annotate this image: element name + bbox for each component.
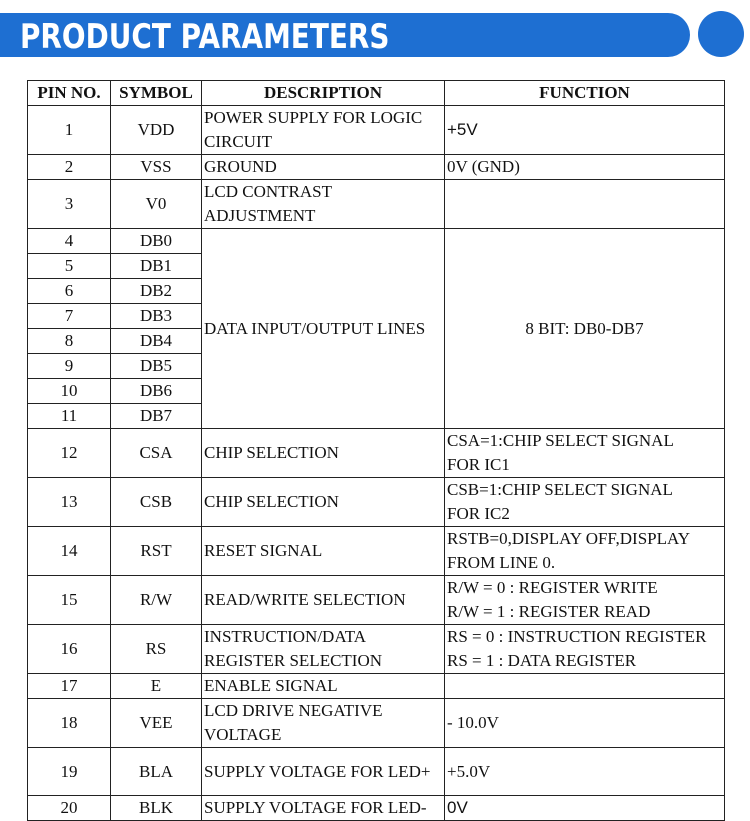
function-line: FOR IC1 [447,455,510,474]
function-line: CSB=1:CHIP SELECT SIGNAL [447,480,673,499]
pin-cell: 18 [28,699,111,748]
symbol-cell: CSB [111,478,202,527]
pin-cell: 8 [28,329,111,354]
pin-cell: 10 [28,379,111,404]
description-cell: READ/WRITE SELECTION [202,576,445,625]
function-line: RS = 1 : DATA REGISTER [447,651,637,670]
symbol-cell: DB4 [111,329,202,354]
symbol-cell: VDD [111,106,202,155]
page-title: PRODUCT PARAMETERS [20,17,390,57]
pin-cell: 20 [28,796,111,821]
table-row [28,429,725,478]
pin-cell: 11 [28,404,111,429]
header-dot [698,11,744,57]
symbol-cell: DB6 [111,379,202,404]
header-description: DESCRIPTION [202,81,445,106]
function-line: R/W = 0 : REGISTER WRITE [447,578,658,597]
function-cell [445,527,725,576]
pin-cell: 16 [28,625,111,674]
pin-cell: 12 [28,429,111,478]
symbol-cell: V0 [111,180,202,229]
symbol-cell: DB0 [111,229,202,254]
function-line: FOR IC2 [447,504,510,523]
description-cell: SUPPLY VOLTAGE FOR LED- [202,796,445,821]
header-banner [0,13,690,57]
function-line: CSA=1:CHIP SELECT SIGNAL [447,431,674,450]
pin-cell: 19 [28,748,111,796]
description-cell: DATA INPUT/OUTPUT LINES [202,229,445,429]
pin-cell: 9 [28,354,111,379]
table-row [28,180,725,229]
description-cell: POWER SUPPLY FOR LOGIC CIRCUIT [202,106,445,155]
symbol-cell: VSS [111,155,202,180]
header-pin-no: PIN NO. [28,81,111,106]
function-line: RSTB=0,DISPLAY OFF,DISPLAY [447,529,690,548]
function-cell: +5.0V [445,748,725,796]
table-row [28,625,725,674]
symbol-cell: DB5 [111,354,202,379]
symbol-cell: R/W [111,576,202,625]
table-row [28,527,725,576]
function-cell: 0V [445,796,725,821]
pin-cell: 1 [28,106,111,155]
function-cell: +5V [445,106,725,155]
description-cell: RESET SIGNAL [202,527,445,576]
table-row [28,674,725,699]
function-cell [445,180,725,229]
pin-cell: 13 [28,478,111,527]
symbol-cell: E [111,674,202,699]
function-cell [445,478,725,527]
symbol-cell: CSA [111,429,202,478]
description-cell: GROUND [202,155,445,180]
description-cell: SUPPLY VOLTAGE FOR LED+ [202,748,445,796]
table-row [28,576,725,625]
function-cell [445,674,725,699]
function-cell [445,625,725,674]
description-cell: INSTRUCTION/DATA REGISTER SELECTION [202,625,445,674]
function-cell [445,429,725,478]
pin-cell: 2 [28,155,111,180]
symbol-cell: BLA [111,748,202,796]
table-row [28,796,725,821]
table-header-row [28,81,725,106]
table-row [28,478,725,527]
pin-cell: 17 [28,674,111,699]
symbol-cell: RS [111,625,202,674]
description-cell: CHIP SELECTION [202,429,445,478]
symbol-cell: BLK [111,796,202,821]
symbol-cell: VEE [111,699,202,748]
function-line: RS = 0 : INSTRUCTION REGISTER [447,627,707,646]
description-cell: LCD CONTRAST ADJUSTMENT [202,180,445,229]
pin-cell: 14 [28,527,111,576]
table-row [28,155,725,180]
function-cell [445,576,725,625]
pin-cell: 7 [28,304,111,329]
description-cell: ENABLE SIGNAL [202,674,445,699]
function-cell: - 10.0V [445,699,725,748]
pin-cell: 15 [28,576,111,625]
header-function: FUNCTION [445,81,725,106]
function-cell: 8 BIT: DB0-DB7 [445,229,725,429]
symbol-cell: DB3 [111,304,202,329]
symbol-cell: DB1 [111,254,202,279]
description-cell: CHIP SELECTION [202,478,445,527]
pin-cell: 3 [28,180,111,229]
parameters-table [27,80,725,821]
symbol-cell: RST [111,527,202,576]
function-cell: 0V (GND) [445,155,725,180]
symbol-cell: DB2 [111,279,202,304]
table-row [28,229,725,254]
description-cell: LCD DRIVE NEGATIVE VOLTAGE [202,699,445,748]
function-line: R/W = 1 : REGISTER READ [447,602,651,621]
pin-cell: 5 [28,254,111,279]
table-row [28,748,725,796]
header-symbol: SYMBOL [111,81,202,106]
pin-cell: 6 [28,279,111,304]
function-line: FROM LINE 0. [447,553,556,572]
table-row [28,699,725,748]
table-row [28,106,725,155]
symbol-cell: DB7 [111,404,202,429]
pin-cell: 4 [28,229,111,254]
